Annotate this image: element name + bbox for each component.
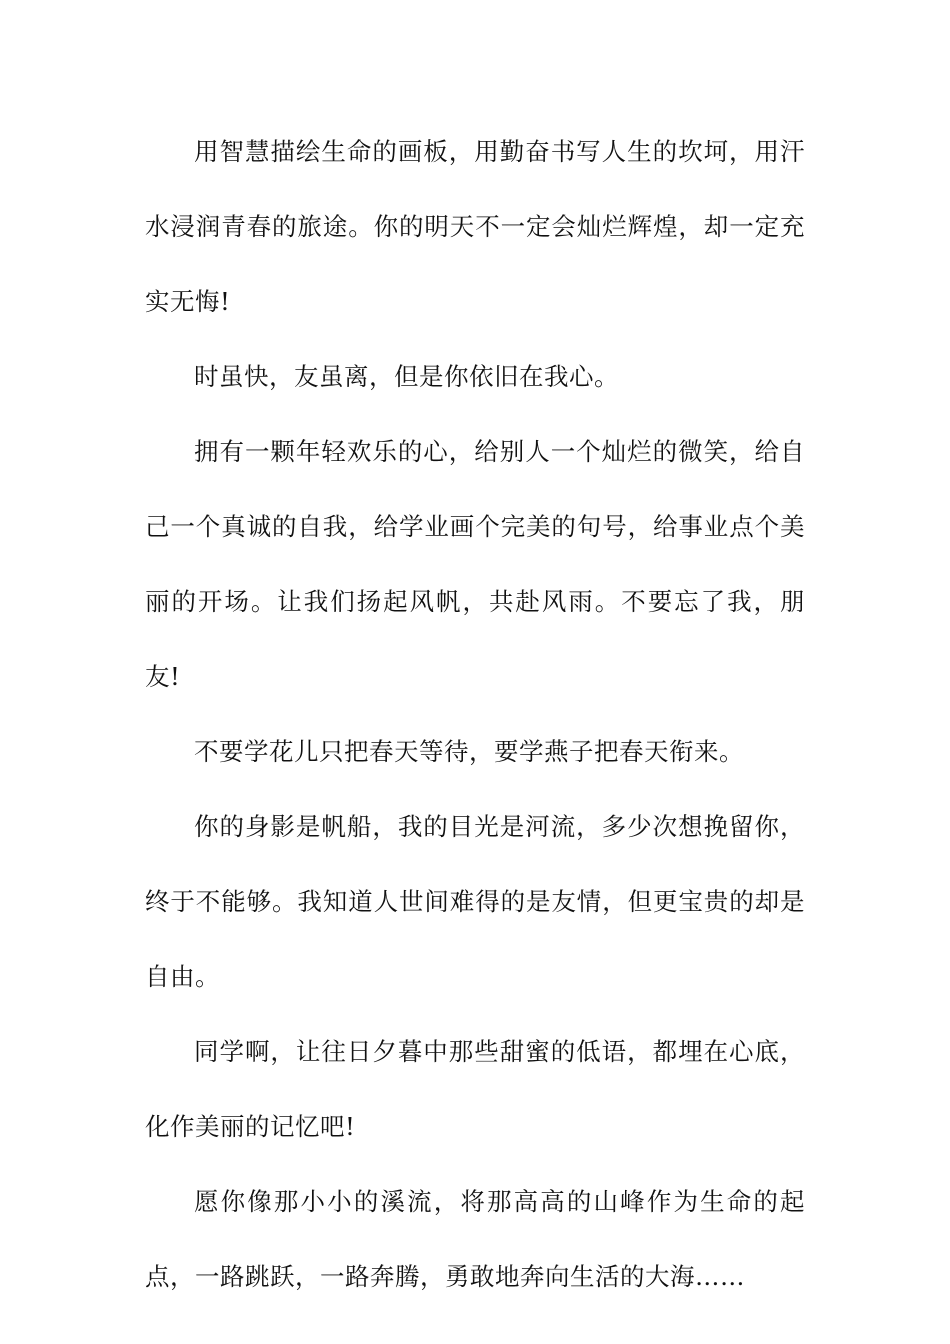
paragraph: 你的身影是帆船，我的目光是河流，多少次想挽留你，终于不能够。我知道人世间难得的是友情，但更宝贵的却是自由。 [145,812,805,991]
paragraph: 用智慧描绘生命的画板，用勤奋书写人生的坎坷，用汗水浸润青春的旅途。你的明天不一定会灿烂辉煌，却一定充实无悔! [145,137,805,316]
paragraph: 拥有一颗年轻欢乐的心，给别人一个灿烂的微笑，给自己一个真诚的自我，给学业画个完美的句号，给事业点个美丽的开场。让我们扬起风帆，共赴风雨。不要忘了我，朋友! [145,437,805,691]
paragraph: 时虽快，友虽离，但是你依旧在我心。 [194,362,619,391]
paragraph: 愿你像那小小的溪流，将那高高的山峰作为生命的起点，一路跳跃，一路奔腾，勇敢地奔向生活的大海…… [145,1187,805,1291]
document-page [145,114,805,1314]
paragraph: 不要学花儿只把春天等待，要学燕子把春天衔来。 [194,737,744,766]
paragraph: 同学啊，让往日夕暮中那些甜蜜的低语，都埋在心底，化作美丽的记忆吧! [145,1037,805,1141]
